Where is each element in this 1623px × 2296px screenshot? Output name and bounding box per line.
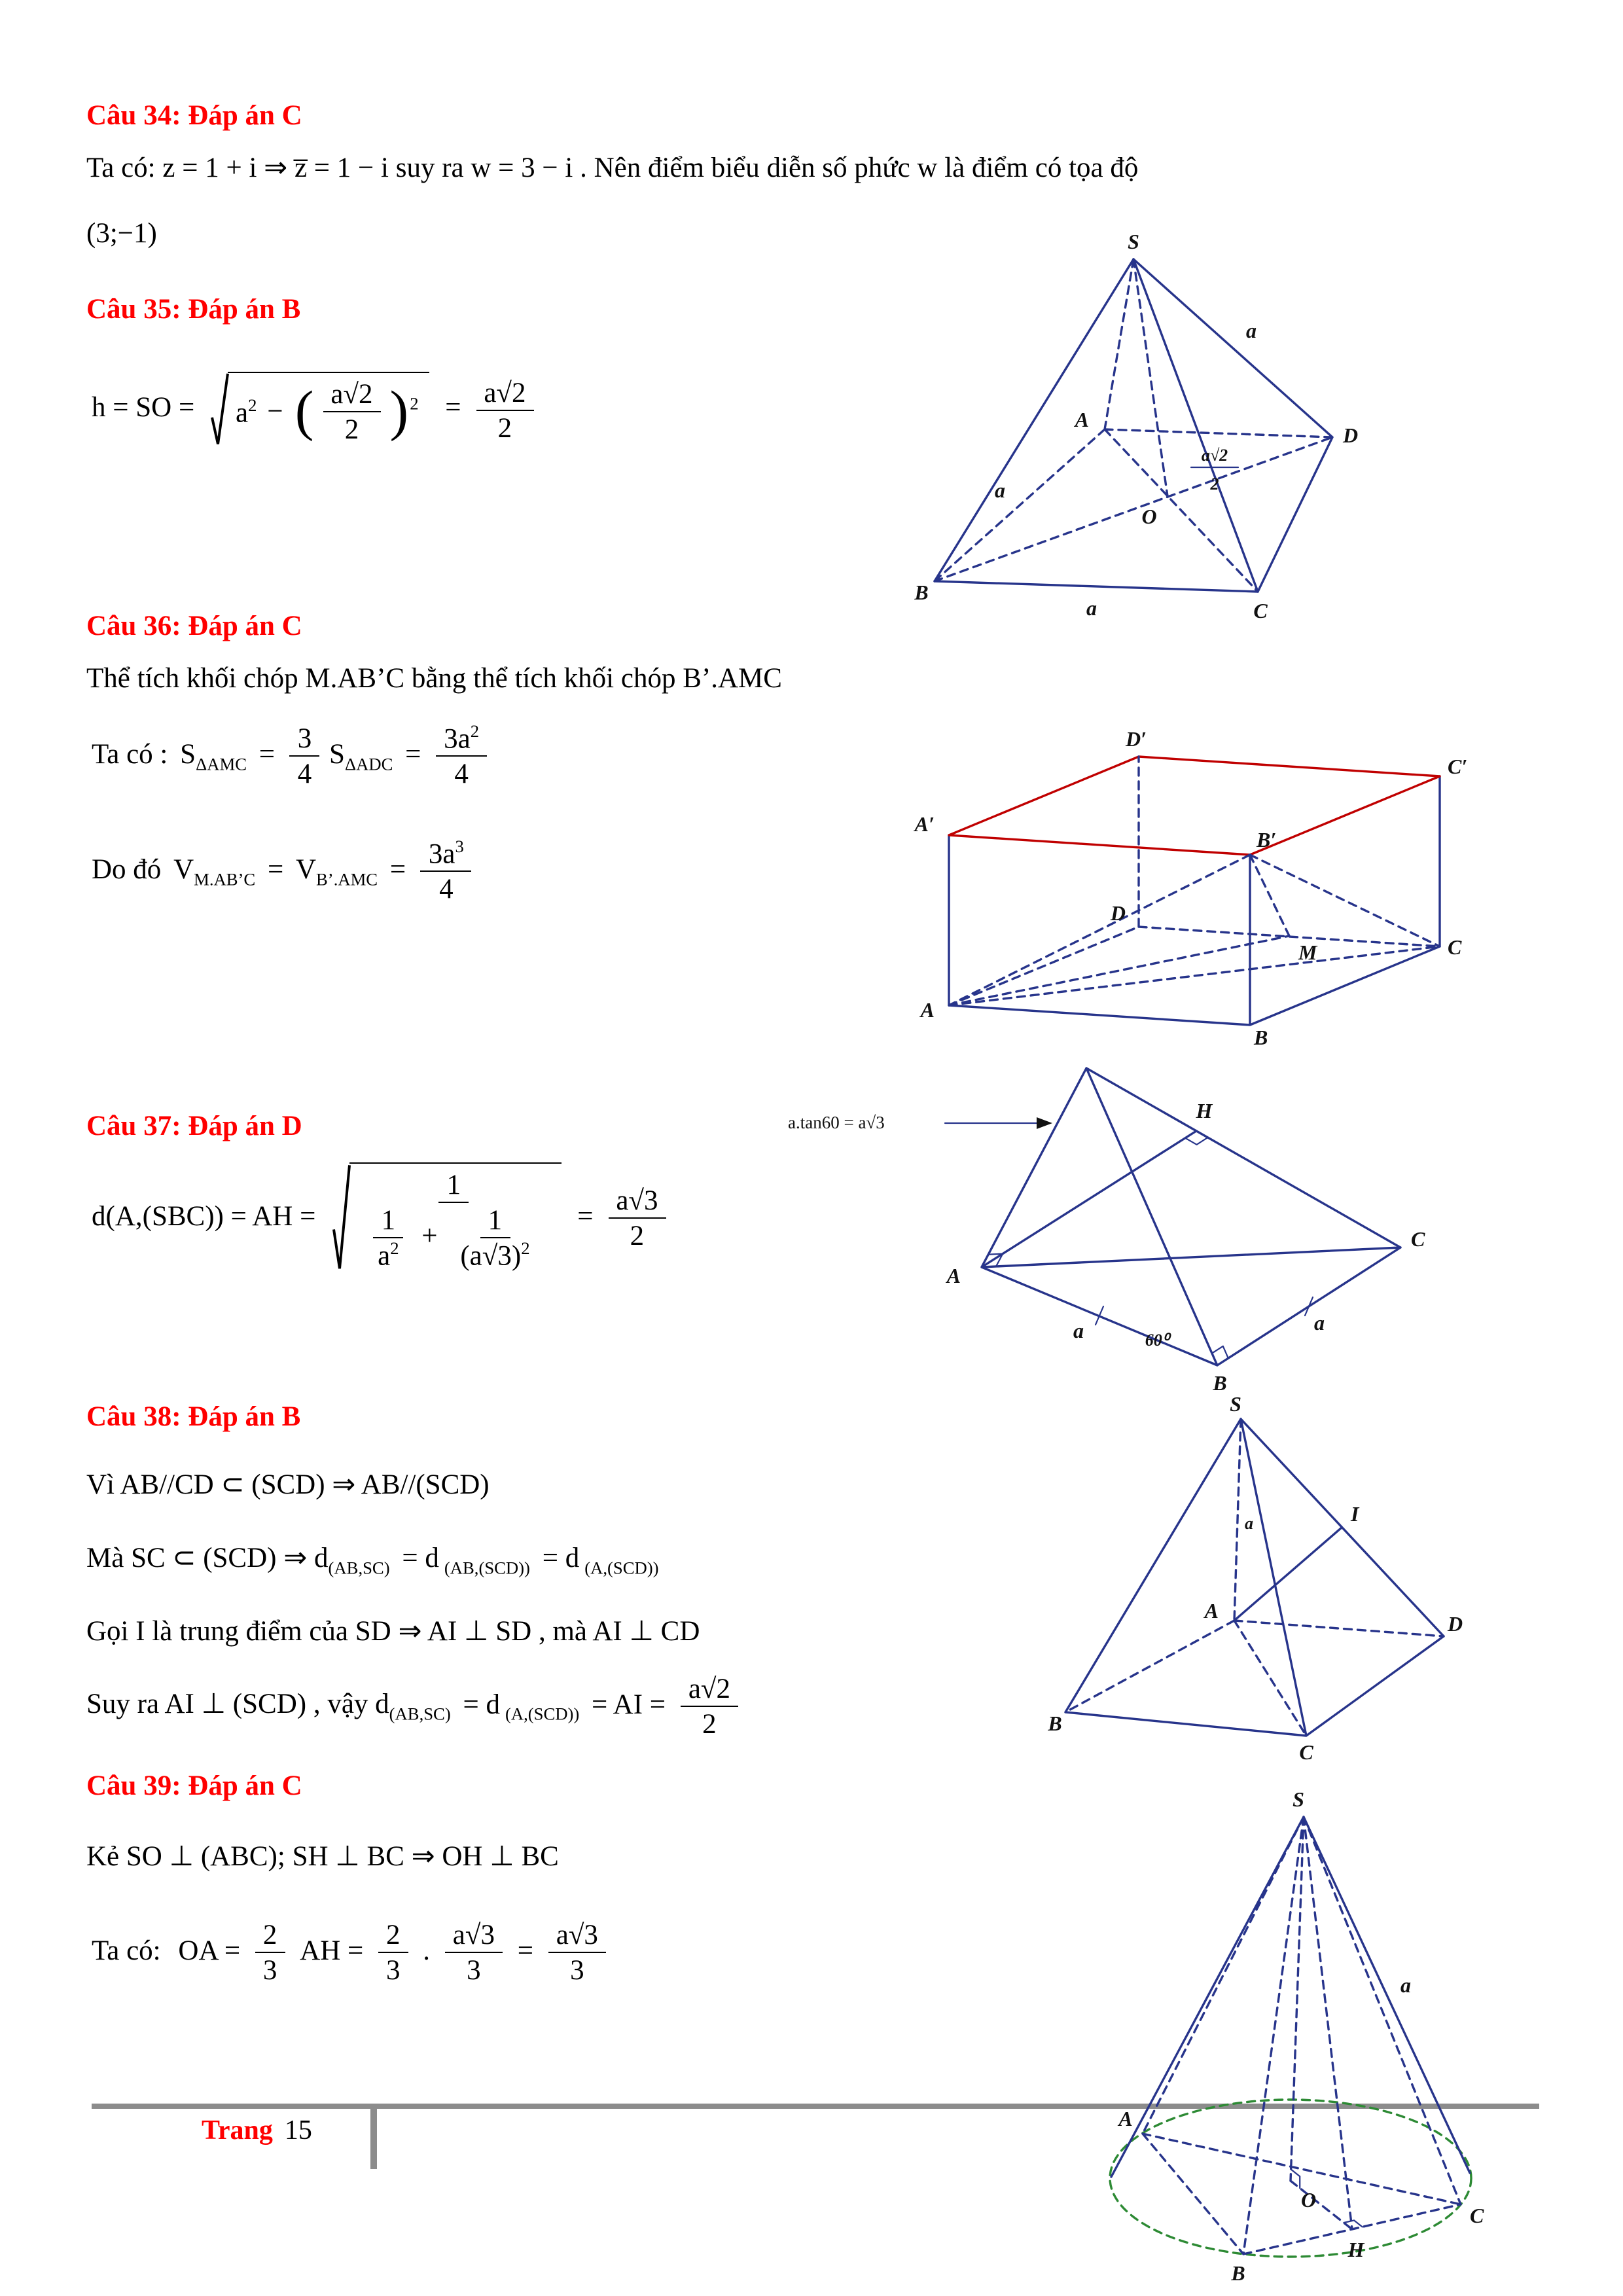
figure-q36-prism xyxy=(914,724,1468,1049)
q35-formula xyxy=(86,372,537,448)
fraction: $\frac{a√3}{3}$ xyxy=(548,1919,606,1986)
footer-label: Trang xyxy=(202,2114,273,2145)
q38-line2: Mà SC ⊂ (SCD) ⇒ $d_{(AB,SC)} = d$ $_{(AB,(SCD))}$ = d $_{(A,(SCD))}$ xyxy=(86,1542,659,1578)
fraction: $\frac{1}{(a√3)^2}$ xyxy=(460,1204,530,1272)
q38-line4: Suy ra AI ⊥ (SCD) , vậy $d_{(AB,SC)} = d$ $_{(A,(SCD))}$ = AI = $\frac{a√2}{2}$ xyxy=(86,1673,741,1740)
fraction: $\frac{2}{3}$ xyxy=(378,1919,408,1986)
label-A: A xyxy=(1075,408,1089,431)
formula-text: Mà SC ⊂ (SCD) ⇒ d xyxy=(86,1542,329,1573)
radicand xyxy=(349,1162,561,1274)
label-C: C xyxy=(1448,935,1462,959)
term: $S_{\Delta ADC}$ xyxy=(329,738,393,774)
outer-fraction: 1 $\frac{1}{a^2}$ + $\frac{1}{(a√3)^2}$ xyxy=(359,1169,548,1272)
radical-sign-icon xyxy=(211,372,229,448)
pyramid-solid-edges xyxy=(1065,1419,1444,1736)
q39-line1: Kẻ SO ⊥ (ABC); SH ⊥ BC ⇒ OH ⊥ BC xyxy=(86,1840,559,1872)
fraction: $\frac{3}{4}$ xyxy=(290,723,320,789)
formula-prefix: Ta có : xyxy=(92,738,168,770)
fraction: $\frac{1}{a^2}$ xyxy=(370,1204,406,1272)
q36-line1: Thể tích khối chóp M.AB’C bằng thể tích khối chóp B’.AMC xyxy=(86,662,782,694)
label-M: M xyxy=(1298,941,1317,964)
equals-sign: = xyxy=(267,853,284,885)
formula-lhs: OA = xyxy=(178,1934,241,1966)
plus-sign: + xyxy=(421,1219,438,1251)
label-S: S xyxy=(1230,1392,1241,1416)
label-O: O xyxy=(1141,505,1157,528)
label-C: C xyxy=(1299,1740,1313,1764)
label-B: B xyxy=(1254,1026,1268,1049)
term: ) $^2$ xyxy=(389,381,419,443)
formula-text: AH = xyxy=(300,1934,364,1966)
label-B: B xyxy=(914,581,929,604)
label-I: I xyxy=(1351,1502,1359,1526)
q36-heading: Câu 36: Đáp án C xyxy=(86,610,302,641)
label-A: A xyxy=(1118,2107,1133,2130)
square-root xyxy=(332,1162,561,1274)
pyramid-hidden-edges xyxy=(935,259,1332,592)
label-D-prime: D′ xyxy=(1125,727,1147,751)
equals-sign: = xyxy=(445,391,461,423)
term: $V_{M.AB’C}$ xyxy=(173,853,256,889)
q37-heading: Câu 37: Đáp án D xyxy=(86,1110,302,1141)
label-edge-a: a xyxy=(1246,319,1257,342)
label-edge-a: a xyxy=(995,478,1005,502)
label-edge-a: a xyxy=(1245,1514,1253,1533)
q35-heading: Câu 35: Đáp án B xyxy=(86,293,301,325)
tick-marks xyxy=(1096,1297,1313,1325)
label-H: H xyxy=(1196,1099,1213,1122)
prism-top-face xyxy=(949,757,1440,855)
minus-sign: − xyxy=(267,395,283,427)
prism-solid-edges xyxy=(949,776,1440,1025)
left-paren: ( xyxy=(294,381,314,443)
formula-text: = d xyxy=(402,1542,439,1573)
fraction: $\frac{a√3}{3}$ xyxy=(445,1919,503,1986)
figure-q39-cone xyxy=(1094,1788,1487,2292)
label-angle-60: 60⁰ xyxy=(1145,1331,1169,1350)
label-half-diagonal-den: 2 xyxy=(1210,475,1219,493)
formula-lhs: d(A,(SBC)) = AH = xyxy=(92,1200,316,1232)
q38-line3: Gọi I là trung điểm của SD ⇒ AI ⊥ SD , mà AI ⊥ CD xyxy=(86,1615,700,1647)
equals-sign: = xyxy=(389,853,406,885)
label-S: S xyxy=(1128,230,1139,253)
formula-prefix: Ta có: xyxy=(92,1934,161,1966)
label-slant-a: a xyxy=(1400,1973,1411,1997)
label-A: A xyxy=(920,998,935,1022)
label-S: S xyxy=(1293,1787,1304,1811)
equals-sign: = xyxy=(259,738,275,770)
label-edge-a: a xyxy=(1073,1319,1084,1342)
q34-coordinates: (3;−1) xyxy=(86,217,157,249)
q36-formula-1 xyxy=(86,723,490,790)
q34-line1: Ta có: z = 1 + i ⇒ z̅ = 1 − i suy ra w = 3 − i . Nên điểm biểu diễn số phức w là điểm có tọa độ xyxy=(86,152,1139,183)
formula-text: = d xyxy=(542,1542,580,1573)
label-C-prime: C′ xyxy=(1448,755,1468,778)
label-edge-a: a xyxy=(1086,596,1097,620)
label-A: A xyxy=(946,1264,961,1287)
fraction: $\frac{2}{3}$ xyxy=(255,1919,285,1986)
radical-sign-icon xyxy=(332,1162,350,1274)
formula-text: = d xyxy=(463,1688,500,1720)
term: $a^2$ xyxy=(235,395,257,428)
annotation-a-tan60: a.tan60 = a√3 xyxy=(788,1113,885,1132)
page-footer xyxy=(202,2114,312,2147)
figure-q37-tetrahedron xyxy=(785,1045,1427,1395)
label-B: B xyxy=(1213,1371,1227,1395)
label-B: B xyxy=(1231,2261,1245,2285)
q37-formula xyxy=(86,1162,669,1274)
pyramid-hidden-edges xyxy=(1065,1419,1444,1736)
label-half-diagonal-num: a√2 xyxy=(1201,446,1228,465)
label-B-prime: B′ xyxy=(1257,828,1277,852)
fraction: $\frac{a√2}{2}$ xyxy=(476,376,533,443)
q38-heading: Câu 38: Đáp án B xyxy=(86,1401,301,1432)
tetrahedron-edges xyxy=(982,1068,1400,1365)
formula-lhs: h = SO = xyxy=(92,391,195,423)
right-angle-marks xyxy=(988,1138,1228,1358)
label-edge-a: a xyxy=(1314,1311,1325,1335)
multiply-dot: . xyxy=(423,1934,431,1966)
page-number: 15 xyxy=(284,2114,312,2145)
label-D: D xyxy=(1110,901,1126,925)
formula-text: Suy ra AI ⊥ (SCD) , vậy d xyxy=(86,1688,389,1720)
label-D: D xyxy=(1343,423,1359,447)
label-H: H xyxy=(1347,2238,1364,2261)
q39-formula xyxy=(86,1919,609,1986)
formula-prefix: Do đó xyxy=(92,853,162,885)
label-C: C xyxy=(1411,1227,1425,1251)
formula-text: = AI = xyxy=(592,1688,666,1720)
label-B: B xyxy=(1048,1712,1062,1735)
square-root xyxy=(211,372,429,448)
q38-line1: Vì AB//CD ⊂ (SCD) ⇒ AB//(SCD) xyxy=(86,1469,490,1500)
equals-sign: = xyxy=(405,738,421,770)
label-A: A xyxy=(1204,1599,1219,1623)
equals-sign: = xyxy=(517,1934,533,1966)
q39-heading: Câu 39: Đáp án C xyxy=(86,1770,302,1801)
label-A-prime: A′ xyxy=(914,812,935,836)
figure-q38-pyramid xyxy=(1044,1392,1463,1765)
fraction: $\frac{a√2}{2}$ xyxy=(323,378,380,445)
fraction: $\frac{3a^3}{4}$ xyxy=(421,838,472,905)
figure-q35-pyramid xyxy=(872,230,1369,636)
fraction: $\frac{a√2}{2}$ xyxy=(681,1673,738,1740)
term: $S_{\Delta AMC}$ xyxy=(180,738,247,774)
q36-formula-2 xyxy=(86,838,474,905)
fraction: $\frac{3a^2}{4}$ xyxy=(436,723,487,790)
label-C: C xyxy=(1253,599,1268,622)
label-D: D xyxy=(1448,1612,1463,1636)
label-O: O xyxy=(1301,2188,1317,2212)
term: $V_{B’.AMC}$ xyxy=(295,853,378,889)
q34-heading: Câu 34: Đáp án C xyxy=(86,99,302,131)
equals-sign: = xyxy=(577,1200,594,1232)
annotation-arrowhead-icon xyxy=(1037,1117,1052,1129)
pyramid-solid-edges xyxy=(935,259,1332,592)
radicand xyxy=(228,372,429,448)
label-C: C xyxy=(1470,2204,1484,2227)
fraction: $\frac{a√3}{2}$ xyxy=(608,1185,666,1251)
footer-divider-bar xyxy=(370,2109,377,2169)
